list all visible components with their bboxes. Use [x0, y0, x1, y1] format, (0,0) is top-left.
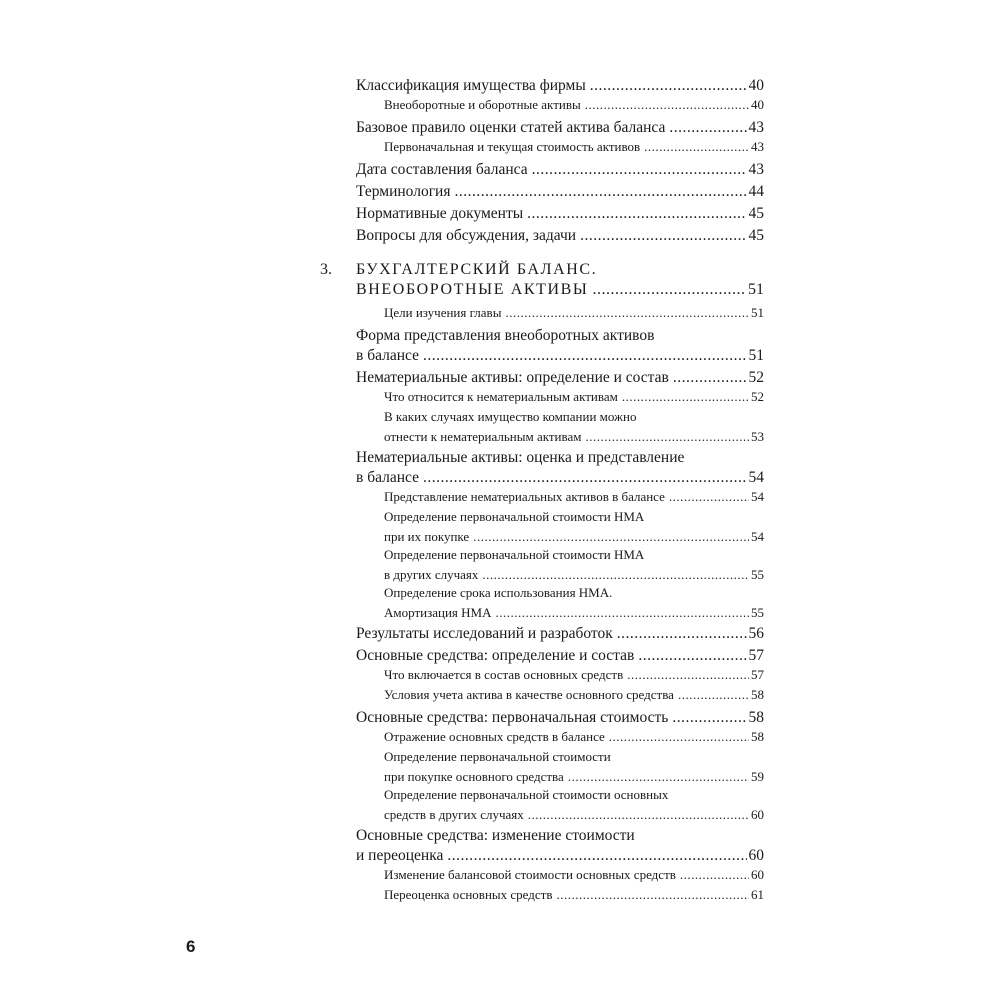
leader-dots	[669, 120, 746, 136]
toc-page-number: 55	[751, 567, 764, 582]
toc-entry-title: Дата составления баланса	[356, 161, 528, 178]
toc-line	[384, 730, 764, 743]
toc-line	[356, 828, 764, 844]
toc-entry-title: Что относится к нематериальным активам	[384, 389, 618, 404]
leader-dots	[672, 710, 746, 726]
toc-entry-title: в балансе	[356, 469, 419, 486]
toc-entry-title: Первоначальная и текущая стоимость активов	[384, 139, 641, 154]
toc-line	[384, 410, 764, 423]
toc-page-number: 55	[751, 605, 764, 620]
toc-line	[384, 750, 764, 763]
leader-dots	[482, 568, 749, 581]
toc-entry-title: Определение первоначальной стоимости	[384, 749, 611, 764]
toc-line	[384, 568, 764, 581]
toc-entry-title: Определение срока использования НМА.	[384, 585, 613, 600]
toc-entry-title: средств в других случаях	[384, 807, 524, 822]
toc-line	[356, 348, 764, 364]
toc-entry-title: Результаты исследований и разработок	[356, 625, 613, 642]
leader-dots	[528, 808, 749, 821]
toc-entry-title: Амортизация НМА	[384, 605, 492, 620]
toc-line	[356, 282, 764, 298]
toc-line	[384, 668, 764, 681]
toc-page-number: 43	[751, 139, 764, 154]
toc-entry-title: при их покупке	[384, 529, 470, 544]
toc-page-number: 54	[751, 529, 764, 544]
toc-line	[356, 262, 764, 278]
toc-page-number: 54	[751, 489, 764, 504]
toc-page-number: 57	[748, 647, 764, 664]
toc-line	[384, 808, 764, 821]
toc-entry-title: Классификация имущества фирмы	[356, 77, 586, 94]
leader-dots	[532, 162, 747, 178]
toc-entry-title: Что включается в состав основных средств	[384, 667, 624, 682]
leader-dots	[627, 668, 749, 681]
toc-page-number: 60	[748, 847, 764, 864]
toc-entry-title: при покупке основного средства	[384, 769, 564, 784]
leader-dots	[556, 888, 749, 901]
toc-line	[384, 788, 764, 801]
leader-dots	[585, 98, 749, 111]
leader-dots	[609, 730, 749, 743]
toc-page-number: 56	[748, 625, 764, 642]
toc-page-number: 60	[751, 807, 764, 822]
toc-line	[384, 868, 764, 881]
leader-dots	[447, 848, 746, 864]
leader-dots	[680, 868, 749, 881]
toc-line	[356, 626, 764, 642]
toc-line	[356, 450, 764, 466]
toc-line	[356, 848, 764, 864]
leader-dots	[644, 140, 749, 153]
toc-line	[356, 370, 764, 386]
toc-entry-title: Нематериальные активы: оценка и представление	[356, 449, 685, 466]
toc-line	[384, 586, 764, 599]
toc-page-number: 52	[751, 389, 764, 404]
toc-line	[384, 548, 764, 561]
toc-line	[356, 184, 764, 200]
toc-page-number: 53	[751, 429, 764, 444]
leader-dots	[617, 626, 747, 642]
toc-page-number: 44	[748, 183, 764, 200]
leader-dots	[495, 606, 749, 619]
toc-line	[384, 606, 764, 619]
toc-entry-title: Отражение основных средств в балансе	[384, 729, 605, 744]
toc-entry-title: Основные средства: определение и состав	[356, 647, 635, 664]
toc-entry-title: Определение первоначальной стоимости НМА	[384, 547, 645, 562]
leader-dots	[454, 184, 746, 200]
toc-line	[384, 510, 764, 523]
leader-dots	[669, 490, 749, 503]
toc-entry-title: Внеоборотные и оборотные активы	[384, 97, 581, 112]
toc-page-number: 58	[751, 687, 764, 702]
toc-line	[384, 390, 764, 403]
leader-dots	[590, 78, 747, 94]
toc-page-number: 45	[748, 205, 764, 222]
leader-dots	[505, 306, 749, 319]
toc-entry-title: Цели изучения главы	[384, 305, 502, 320]
leader-dots	[423, 348, 747, 364]
toc-page-number: 43	[748, 119, 764, 136]
toc-page-number: 59	[751, 769, 764, 784]
toc-page-number: 54	[748, 469, 764, 486]
toc-entry-title: Вопросы для обсуждения, задачи	[356, 227, 577, 244]
leader-dots	[678, 688, 749, 701]
toc-line	[356, 328, 764, 344]
leader-dots	[673, 370, 747, 386]
toc-line	[384, 306, 764, 319]
toc-entry-title: Условия учета актива в качестве основного средства	[384, 687, 674, 702]
toc-page-number: 40	[751, 97, 764, 112]
toc-line	[384, 530, 764, 543]
toc-entry-title: Форма представления внеоборотных активов	[356, 327, 655, 344]
toc-entry-title: в балансе	[356, 347, 419, 364]
toc-entry-title: Определение первоначальной стоимости НМА	[384, 509, 645, 524]
toc-page-number: 40	[748, 77, 764, 94]
toc-line	[384, 688, 764, 701]
toc-page-number: 51	[748, 347, 764, 364]
toc-entry-title: в других случаях	[384, 567, 479, 582]
toc-page-number: 43	[748, 161, 764, 178]
toc-entry-title: Определение первоначальной стоимости основных	[384, 787, 669, 802]
toc-line	[384, 770, 764, 783]
toc-line	[384, 140, 764, 153]
toc-line	[384, 490, 764, 503]
toc-line	[356, 78, 764, 94]
toc-line	[356, 710, 764, 726]
toc-page-number: 58	[748, 709, 764, 726]
toc-entry-title: В каких случаях имущество компании можно	[384, 409, 637, 424]
toc-page-number: 61	[751, 887, 764, 902]
toc-entry-title: Представление нематериальных активов в балансе	[384, 489, 665, 504]
toc-line	[356, 470, 764, 486]
toc-line	[356, 648, 764, 664]
toc-entry-title: Изменение балансовой стоимости основных средств	[384, 867, 676, 882]
toc-line	[384, 98, 764, 111]
leader-dots	[527, 206, 746, 222]
toc-entry-title: отнести к нематериальным активам	[384, 429, 582, 444]
toc-entry-title: и переоценка	[356, 847, 444, 864]
leader-dots	[638, 648, 746, 664]
leader-dots	[580, 228, 746, 244]
toc-entry-title: Основные средства: изменение стоимости	[356, 827, 635, 844]
leader-dots	[585, 430, 749, 443]
toc-entry-title: Основные средства: первоначальная стоимость	[356, 709, 669, 726]
toc-page-number: 60	[751, 867, 764, 882]
toc-page-number: 45	[748, 227, 764, 244]
toc-page-number: 57	[751, 667, 764, 682]
toc-entry-title: Нормативные документы	[356, 205, 524, 222]
toc-line	[384, 430, 764, 443]
toc-page-number: 58	[751, 729, 764, 744]
leader-dots	[473, 530, 749, 543]
toc-page-number: 51	[751, 305, 764, 320]
toc-entry-title: Базовое правило оценки статей актива баланса	[356, 119, 666, 136]
toc-entry-title: Переоценка основных средств	[384, 887, 553, 902]
leader-dots	[592, 282, 746, 298]
toc-entry-title: БУХГАЛТЕРСКИЙ БАЛАНС.	[356, 261, 598, 278]
toc-entry-title: ВНЕОБОРОТНЫЕ АКТИВЫ	[356, 281, 589, 298]
toc-entry-title: Нематериальные активы: определение и состав	[356, 369, 669, 386]
toc-line	[356, 228, 764, 244]
toc-line	[356, 120, 764, 136]
leader-dots	[423, 470, 747, 486]
page-number: 6	[186, 937, 196, 956]
toc-page-number: 52	[748, 369, 764, 386]
toc-entry-title: Терминология	[356, 183, 451, 200]
leader-dots	[622, 390, 749, 403]
chapter-number: 3.	[320, 261, 332, 278]
leader-dots	[568, 770, 749, 783]
toc-page-number: 51	[748, 281, 764, 298]
toc-line	[356, 206, 764, 222]
toc-line	[384, 888, 764, 901]
toc-line	[356, 162, 764, 178]
